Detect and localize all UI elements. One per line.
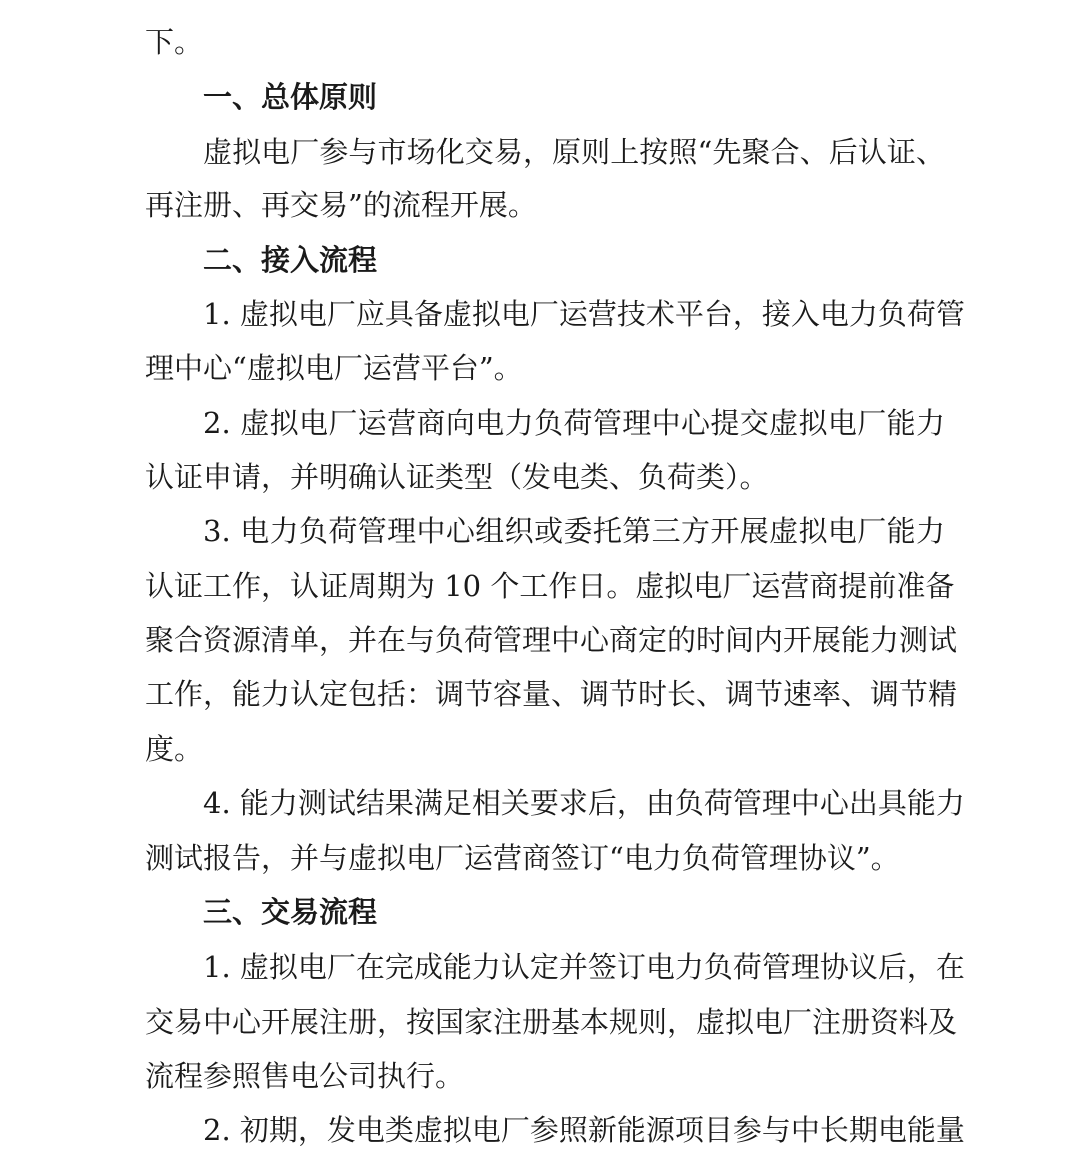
text-line: 再注册、再交易”的流程开展。 xyxy=(145,188,537,222)
text-line: 4. 能力测试结果满足相关要求后，由负荷管理中心出具能力 xyxy=(203,786,965,820)
text-line: 聚合资源清单，并在与负荷管理中心商定的时间内开展能力测试 xyxy=(145,623,958,657)
text-line: 3. 电力负荷管理中心组织或委托第三方开展虚拟电厂能力 xyxy=(203,514,945,548)
text-line: 认证工作，认证周期为 10 个工作日。虚拟电厂运营商提前准备 xyxy=(145,569,955,603)
text-line: 2. 虚拟电厂运营商向电力负荷管理中心提交虚拟电厂能力 xyxy=(203,406,945,440)
text-line: 虚拟电厂参与市场化交易，原则上按照“先聚合、后认证、 xyxy=(203,135,945,169)
text-line: 1. 虚拟电厂应具备虚拟电厂运营技术平台，接入电力负荷管 xyxy=(203,297,965,331)
section-heading-principles: 一、总体原则 xyxy=(203,80,378,114)
text-line: 认证申请，并明确认证类型（发电类、负荷类）。 xyxy=(145,460,769,494)
text-line: 1. 虚拟电厂在完成能力认定并签订电力负荷管理协议后，在 xyxy=(203,950,965,984)
text-line: 理中心“虚拟电厂运营平台”。 xyxy=(145,351,523,385)
text-line: 下。 xyxy=(145,25,204,59)
text-line: 工作，能力认定包括：调节容量、调节时长、调节速率、调节精 xyxy=(145,677,958,711)
section-heading-access: 二、接入流程 xyxy=(203,243,378,277)
text-line: 度。 xyxy=(145,732,204,766)
text-line: 2. 初期，发电类虚拟电厂参照新能源项目参与中长期电能量 xyxy=(203,1113,965,1147)
text-line: 流程参照售电公司执行。 xyxy=(145,1059,465,1093)
text-line: 交易中心开展注册，按国家注册基本规则，虚拟电厂注册资料及 xyxy=(145,1005,958,1039)
section-heading-trading: 三、交易流程 xyxy=(203,895,378,929)
text-line: 测试报告，并与虚拟电厂运营商签订“电力负荷管理协议”。 xyxy=(145,841,900,875)
